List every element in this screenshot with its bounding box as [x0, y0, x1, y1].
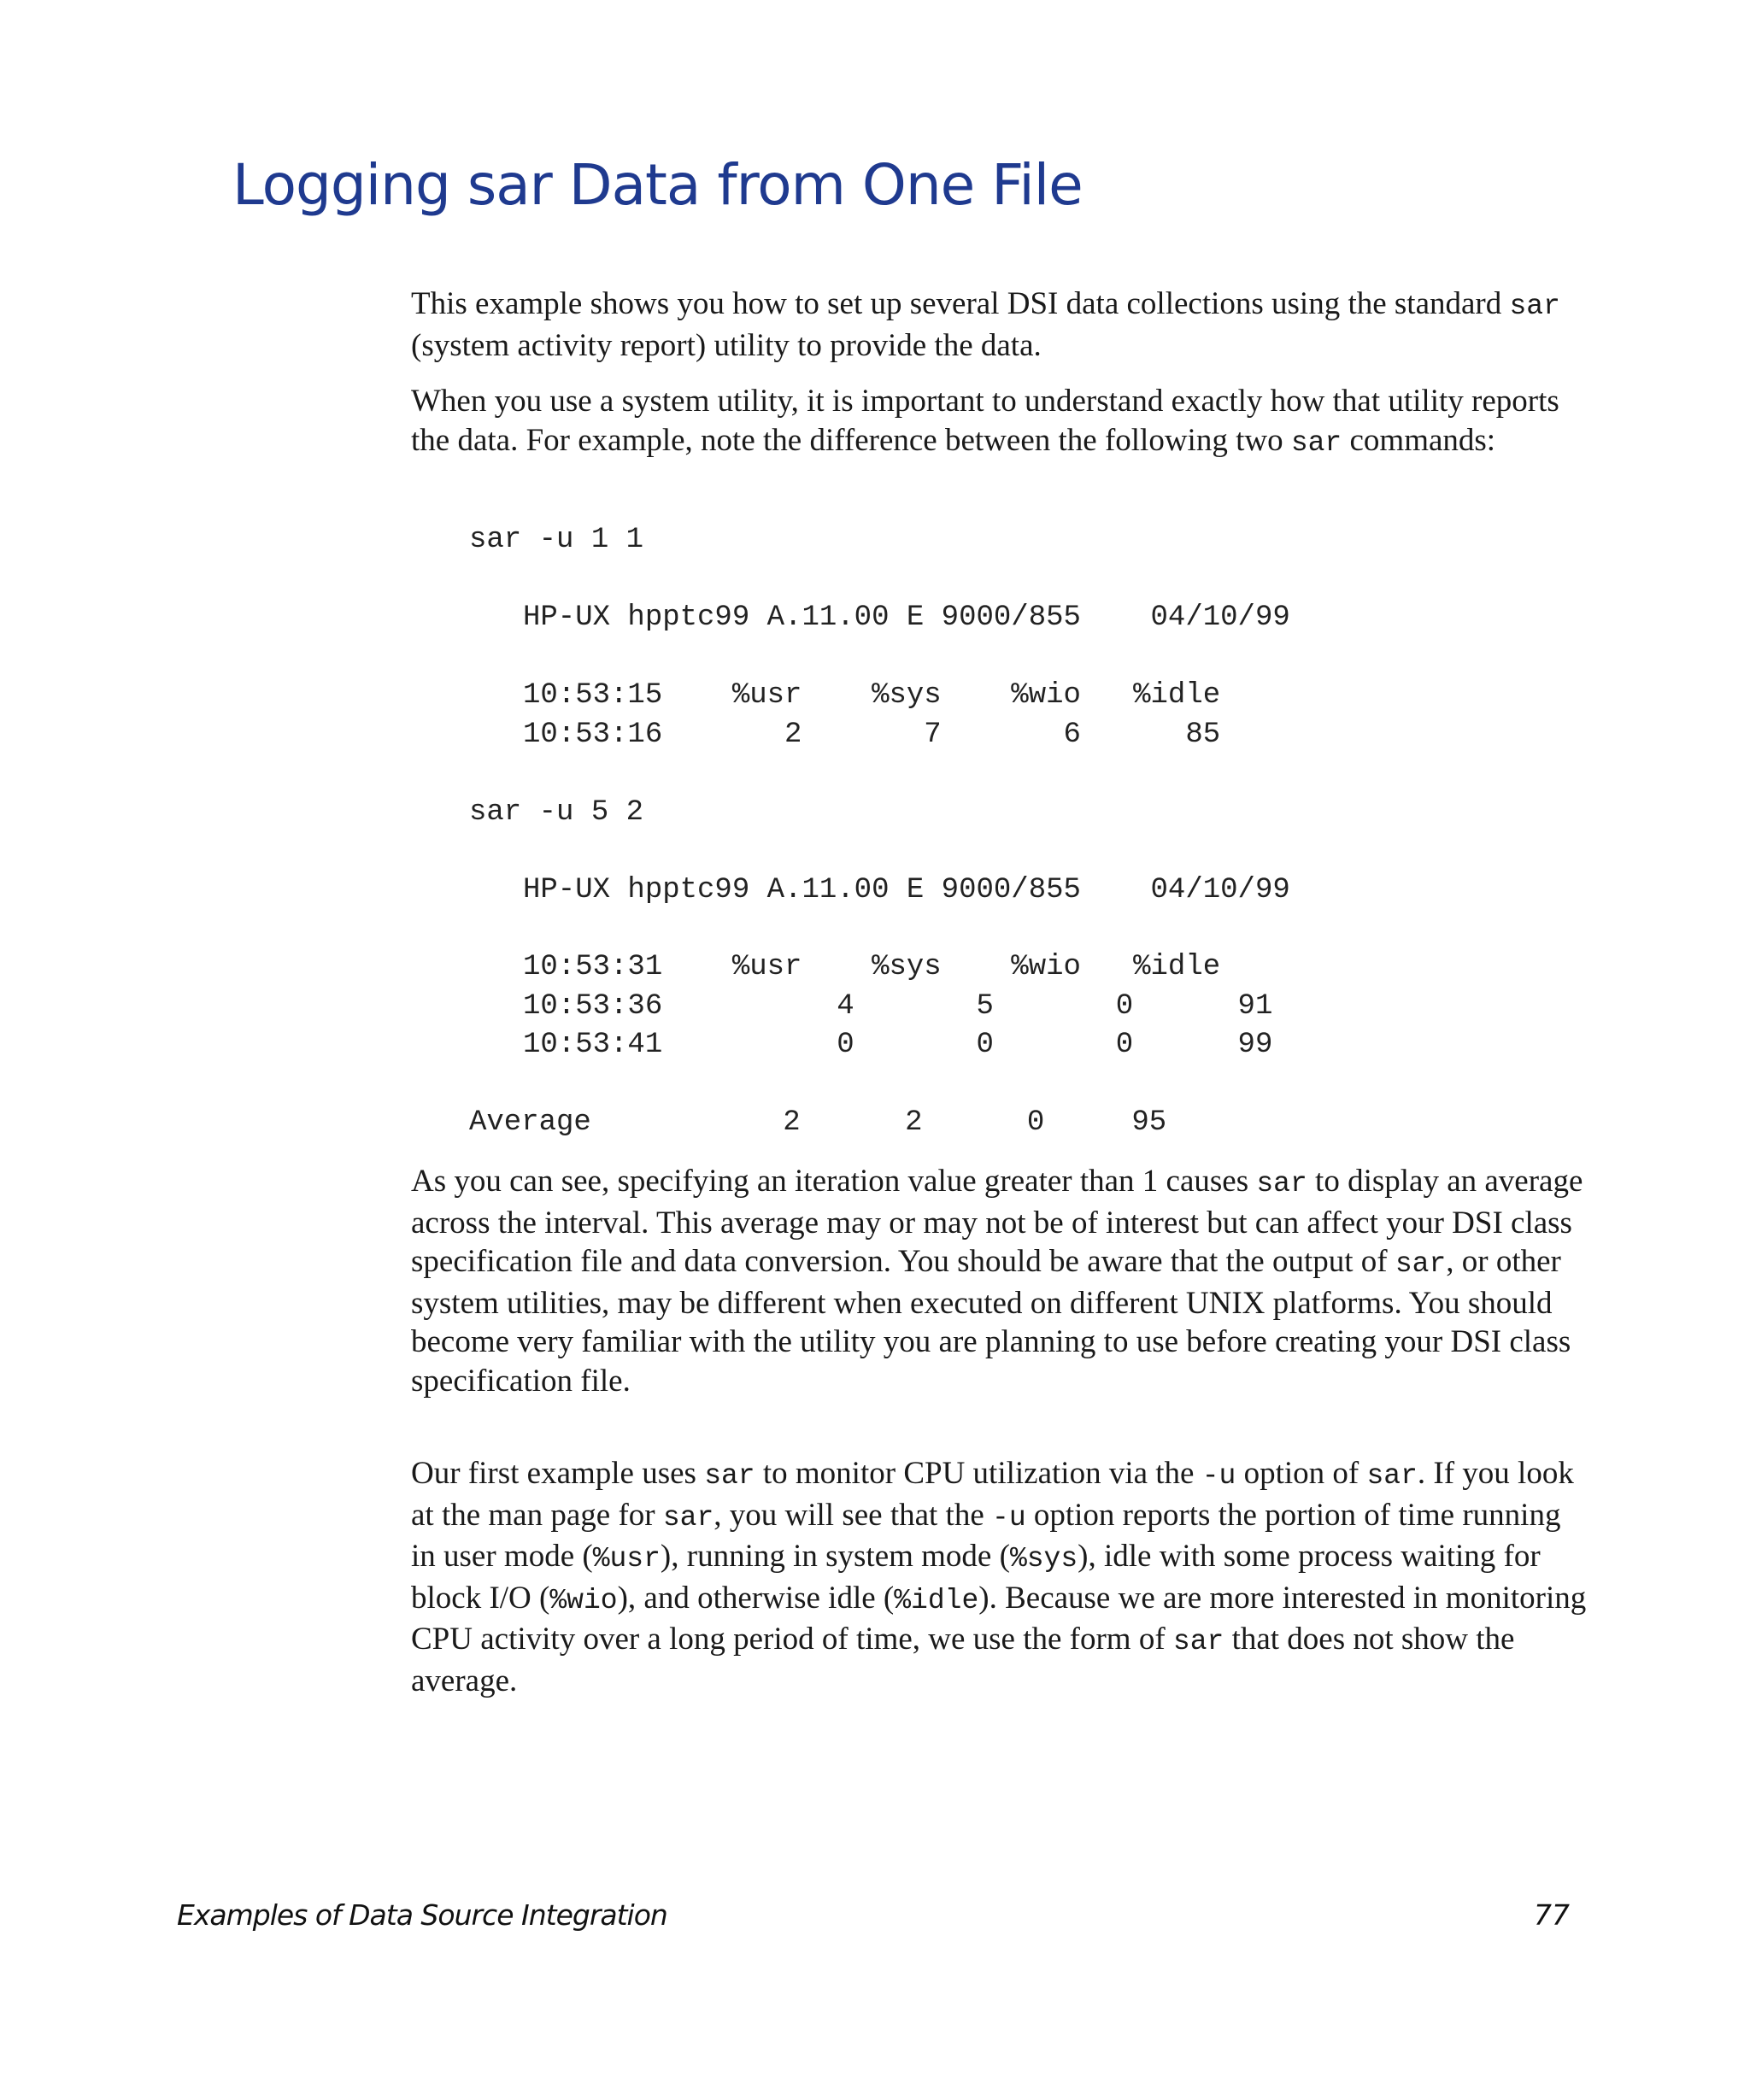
page-heading: Logging sar Data from One File — [232, 152, 1083, 218]
inline-code: sar — [1290, 426, 1342, 459]
code-command-2: sar -u 5 2 — [469, 796, 644, 829]
footer-page-number: 77 — [1534, 1898, 1570, 1932]
text-run: , or other system utilities, may be different when executed on different UNIX platforms. You should become very familiar with the utility you are planning to use before creating your DSI class specification file. — [411, 1244, 1571, 1399]
inline-code: %sys — [1009, 1543, 1078, 1575]
intro-paragraph-1 — [411, 284, 1590, 365]
inline-code: sar — [662, 1501, 714, 1534]
text-run: ), running in system mode ( — [660, 1539, 1010, 1574]
inline-code: -u — [1201, 1460, 1236, 1492]
inline-code: sar — [704, 1460, 755, 1492]
footer-section-title: Examples of Data Source Integration — [177, 1898, 667, 1932]
text-run: (system activity report) utility to provide the data. — [411, 327, 1042, 363]
inline-code: -u — [992, 1501, 1026, 1534]
text-run: commands: — [1342, 422, 1496, 458]
text-run: This example shows you how to set up several DSI data collections using the standard — [411, 286, 1510, 321]
inline-code: %usr — [592, 1543, 661, 1575]
text-run: to display an average across the interval. This average may or may not be of interest but can affect your DSI class specification file and data conversion. You should be aware that the output of — [411, 1164, 1583, 1279]
inline-code: sar — [1366, 1460, 1418, 1492]
text-run: ), idle with some process waiting for block I/O ( — [411, 1539, 1541, 1616]
code-output-table-1: 10:53:15 %usr %sys %wio %idle 10:53:16 2 7 6 85 — [523, 679, 1221, 751]
text-run: ), and otherwise idle ( — [617, 1580, 895, 1616]
paragraph-3 — [411, 1162, 1590, 1400]
inline-code: sar — [1256, 1168, 1307, 1200]
text-run: to monitor CPU utilization via the — [755, 1456, 1202, 1491]
text-run: ). Because we are more interested in monitoring CPU activity over a long period of time, we use the form of — [411, 1580, 1587, 1657]
text-run: . If you look at the man page for — [411, 1456, 1574, 1533]
text-run: , you will see that the — [714, 1497, 993, 1533]
code-output-table-2: 10:53:31 %usr %sys %wio %idle 10:53:36 4 5 0 91 10:53:41 0 0 0 99 — [523, 951, 1273, 1061]
code-system-header-2: HP-UX hpptc99 A.11.00 E 9000/855 04/10/99 — [523, 874, 1290, 906]
code-average-row: Average 2 2 0 95 — [469, 1106, 1167, 1139]
code-system-header-1: HP-UX hpptc99 A.11.00 E 9000/855 04/10/99 — [523, 601, 1290, 634]
code-command-1: sar -u 1 1 — [469, 524, 644, 556]
inline-code: sar — [1172, 1626, 1224, 1657]
inline-code: %idle — [894, 1584, 979, 1616]
text-run: Our first example uses — [411, 1456, 705, 1491]
inline-code: %wio — [549, 1584, 618, 1616]
inline-code: sar — [1509, 290, 1560, 322]
text-run: As you can see, specifying an iteration value greater than 1 causes — [411, 1164, 1257, 1199]
text-run: option of — [1236, 1456, 1367, 1491]
inline-code: sar — [1395, 1248, 1447, 1280]
text-run: option reports the portion of time running in user mode ( — [411, 1497, 1561, 1574]
text-run: that does not show the average. — [411, 1622, 1515, 1698]
paragraph-4 — [411, 1454, 1590, 1700]
intro-paragraph-2 — [411, 382, 1590, 462]
text-run: When you use a system utility, it is important to understand exactly how that utility reports the data. For example, note the difference between the following two — [411, 384, 1559, 458]
